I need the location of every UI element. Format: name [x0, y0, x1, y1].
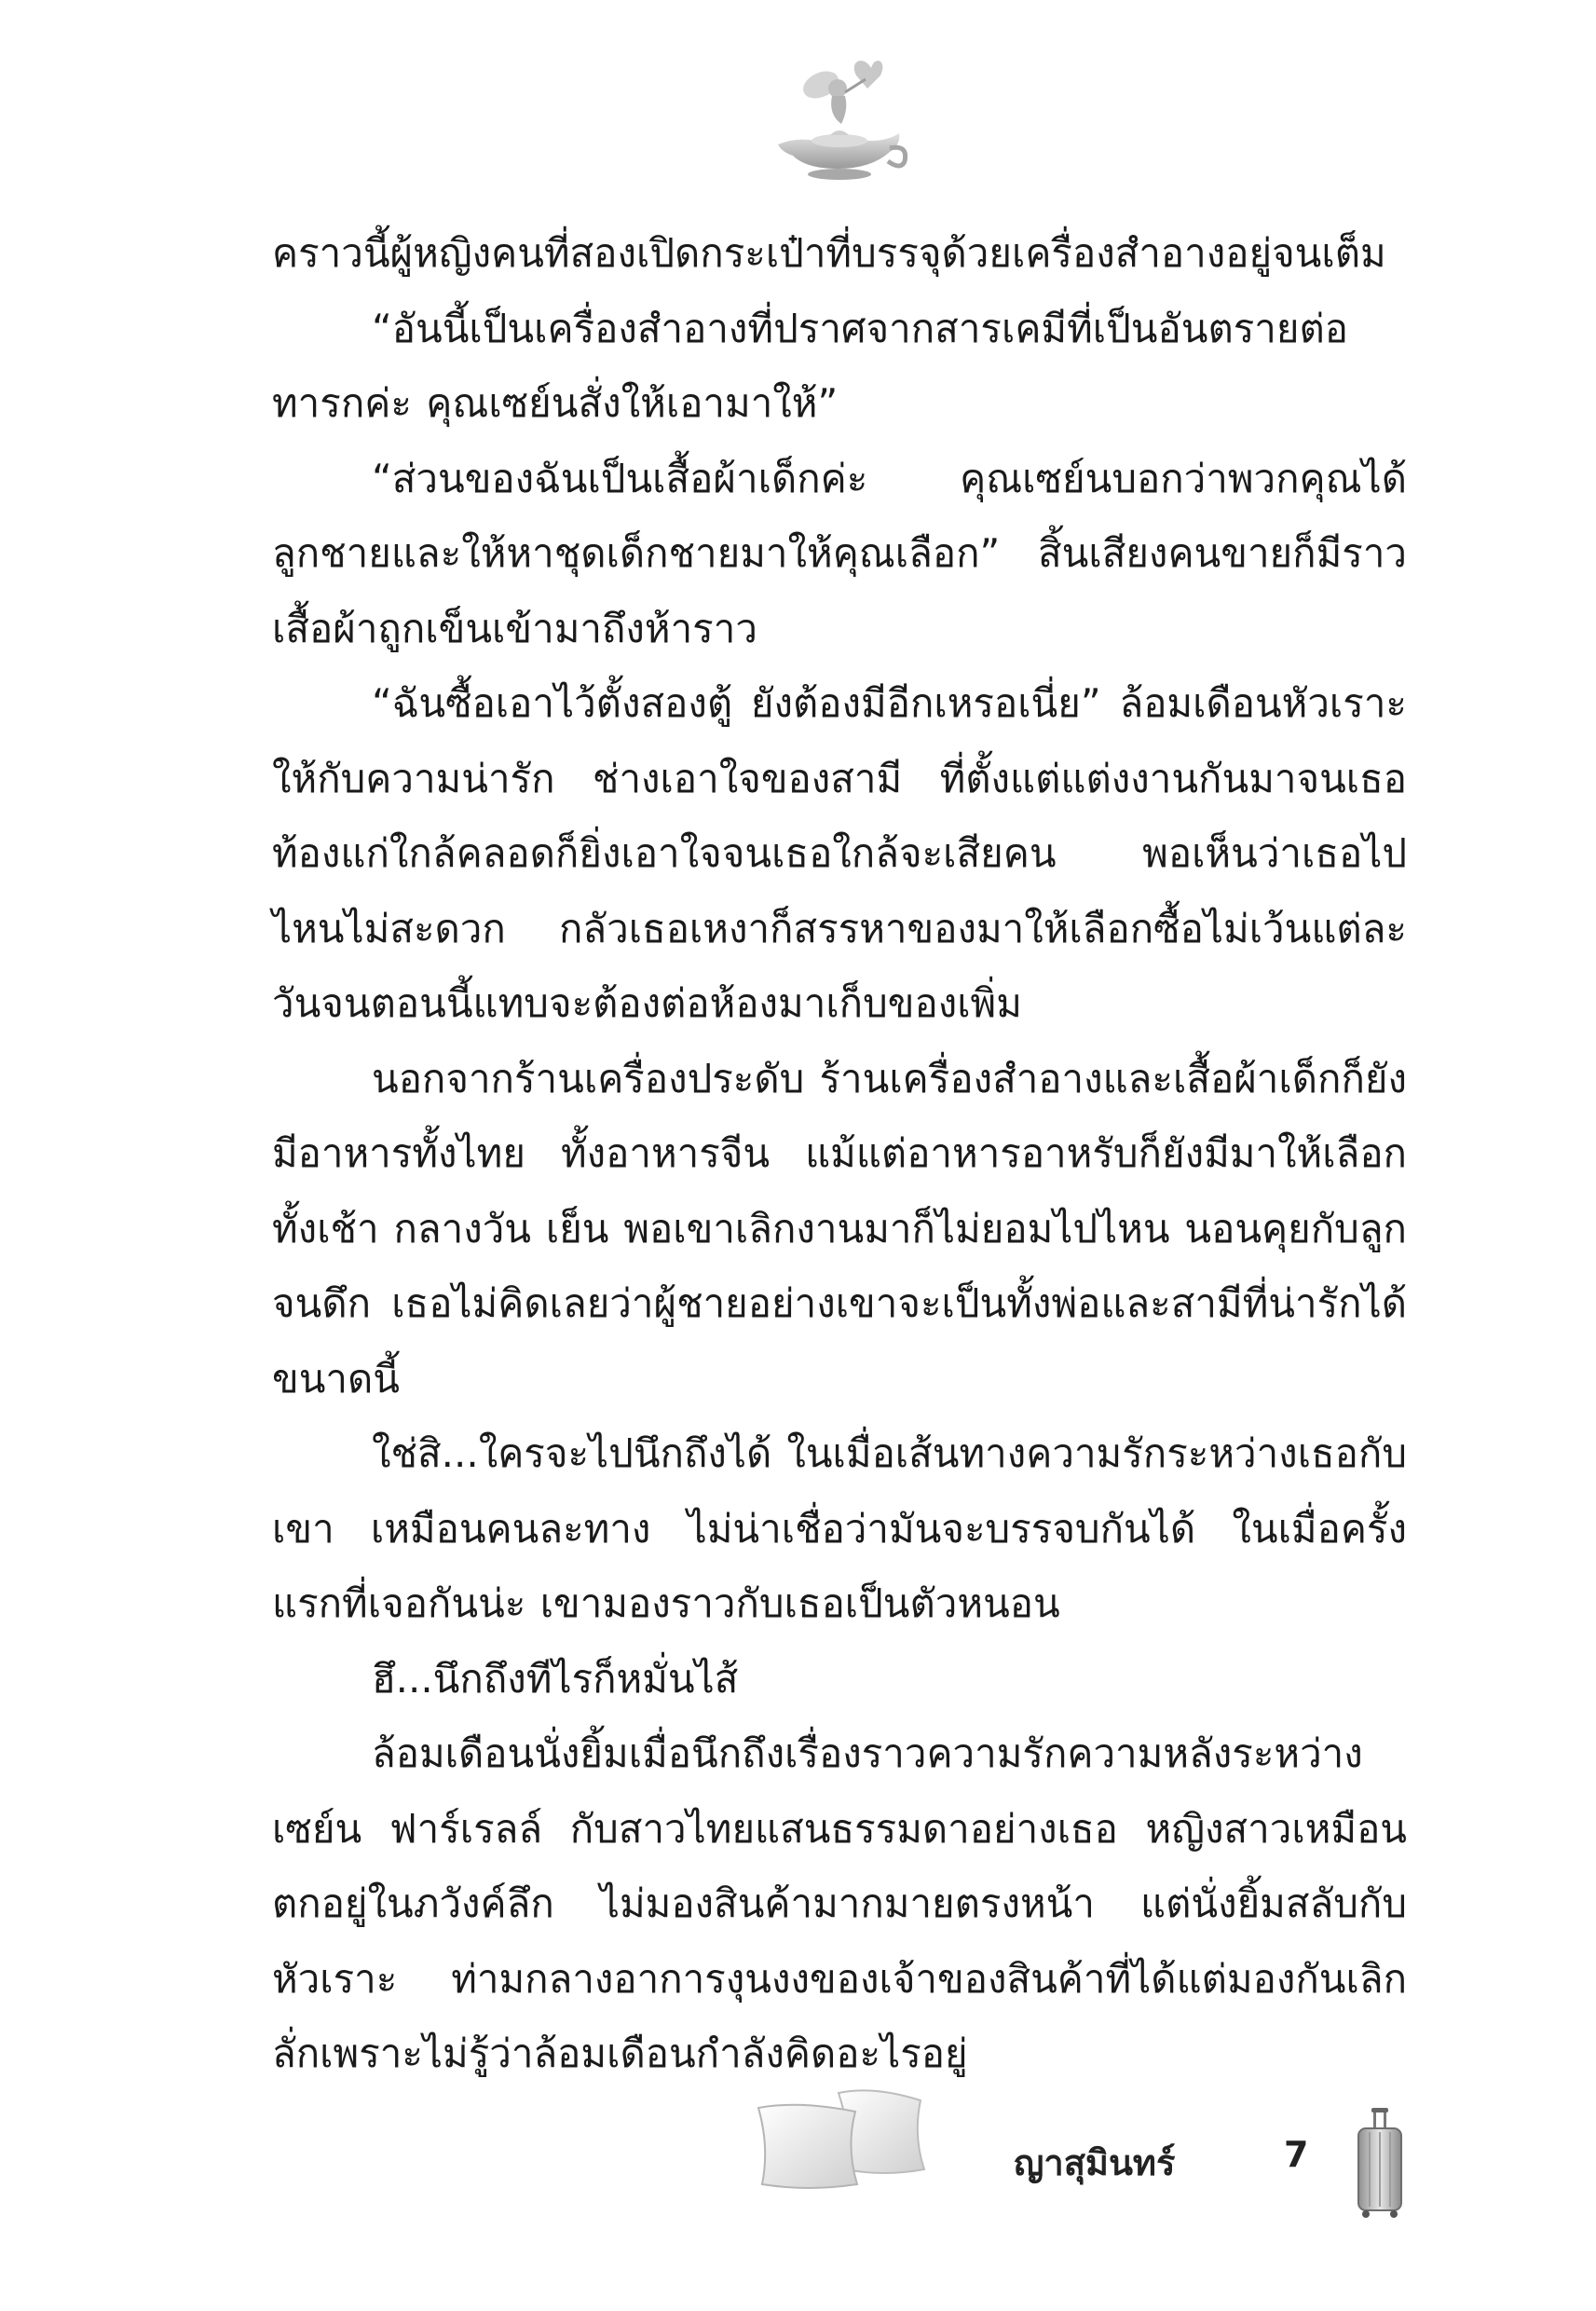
suitcase-icon — [1353, 2108, 1407, 2220]
cupid-genie-lamp-icon — [759, 51, 913, 182]
paragraph: คราวนี้ผู้หญิงคนที่สองเปิดกระเป๋าที่บรรจุด้วยเครื่องสำอางอยู่จนเต็ม — [272, 230, 1386, 276]
page-number: 7 — [1284, 2134, 1309, 2175]
paragraph: “ส่วนของฉันเป็นเสื้อผ้าเด็กค่ะ คุณเซย์นบอกว่าพวกคุณได้ลูกชายและให้หาชุดเด็กชายมาให้คุณเลือก” สิ้นเสียงคนขายก็มีราวเสื้อผ้าถูกเข็นเข้ามาถึงห้าราว — [272, 455, 1407, 651]
paragraph: ล้อมเดือนนั่งยิ้มเมื่อนึกถึงเรื่องราวความรักความหลังระหว่างเซย์น ฟาร์เรลล์ กับสาวไทยแสนธรรมดาอย่างเธอ หญิงสาวเหมือนตกอยู่ในภวังค์ลึก ไม่มองสินค้ามากมายตรงหน้า แต่นั่งยิ้มสลับกับหัวเราะ ท่ามกลางอาการงุนงงของเจ้าของสินค้าที่ได้แต่มองกันเลิกลั่กเพราะไม่รู้ว่าล้อมเดือนกำลังคิดอะไรอยู่ — [272, 1730, 1407, 2076]
body-text — [272, 216, 1407, 2092]
footer-author: ญาสุมินทร์ — [1014, 2142, 1176, 2183]
paragraph: นอกจากร้านเครื่องประดับ ร้านเครื่องสำอางและเสื้อผ้าเด็กก็ยังมีอาหารทั้งไทย ทั้งอาหารจีน แม้แต่อาหารอาหรับก็ยังมีมาให้เลือกทั้งเช้า กลางวัน เย็น พอเขาเลิกงานมาก็ไม่ยอมไปไหน นอนคุยกับลูกจนดึก เธอไม่คิดเลยว่าผู้ชายอย่างเขาจะเป็นทั้งพ่อและสามีที่น่ารักได้ขนาดนี้ — [272, 1055, 1407, 1402]
paragraph: “อันนี้เป็นเครื่องสำอางที่ปราศจากสารเคมีที่เป็นอันตรายต่อทารกค่ะ คุณเซย์นสั่งให้เอามาให้” — [272, 305, 1348, 426]
paragraph: “ฉันซื้อเอาไว้ตั้งสองตู้ ยังต้องมีอีกเหรอเนี่ย” ล้อมเดือนหัวเราะให้กับความน่ารัก ช่างเอาใจของสามี ที่ตั้งแต่แต่งงานกันมาจนเธอท้องแก่ใกล้คลอดก็ยิ่งเอาใจจนเธอใกล้จะเสียคน พอเห็นว่าเธอไปไหนไม่สะดวก กลัวเธอเหงาก็สรรหาของมาให้เลือกซื้อไม่เว้นแต่ละวันจนตอนนี้แทบจะต้องต่อห้องมาเก็บของเพิ่ม — [272, 680, 1407, 1026]
pillows-icon — [753, 2080, 930, 2196]
paragraph: ใช่สิ...ใครจะไปนึกถึงได้ ในเมื่อเส้นทางความรักระหว่างเธอกับเขา เหมือนคนละทาง ไม่น่าเชื่อว่ามันจะบรรจบกันได้ ในเมื่อครั้งแรกที่เจอกันน่ะ เขามองราวกับเธอเป็นตัวหนอน — [272, 1430, 1407, 1626]
paragraph: ฮึ...นึกถึงทีไรก็หมั่นไส้ — [372, 1655, 739, 1702]
